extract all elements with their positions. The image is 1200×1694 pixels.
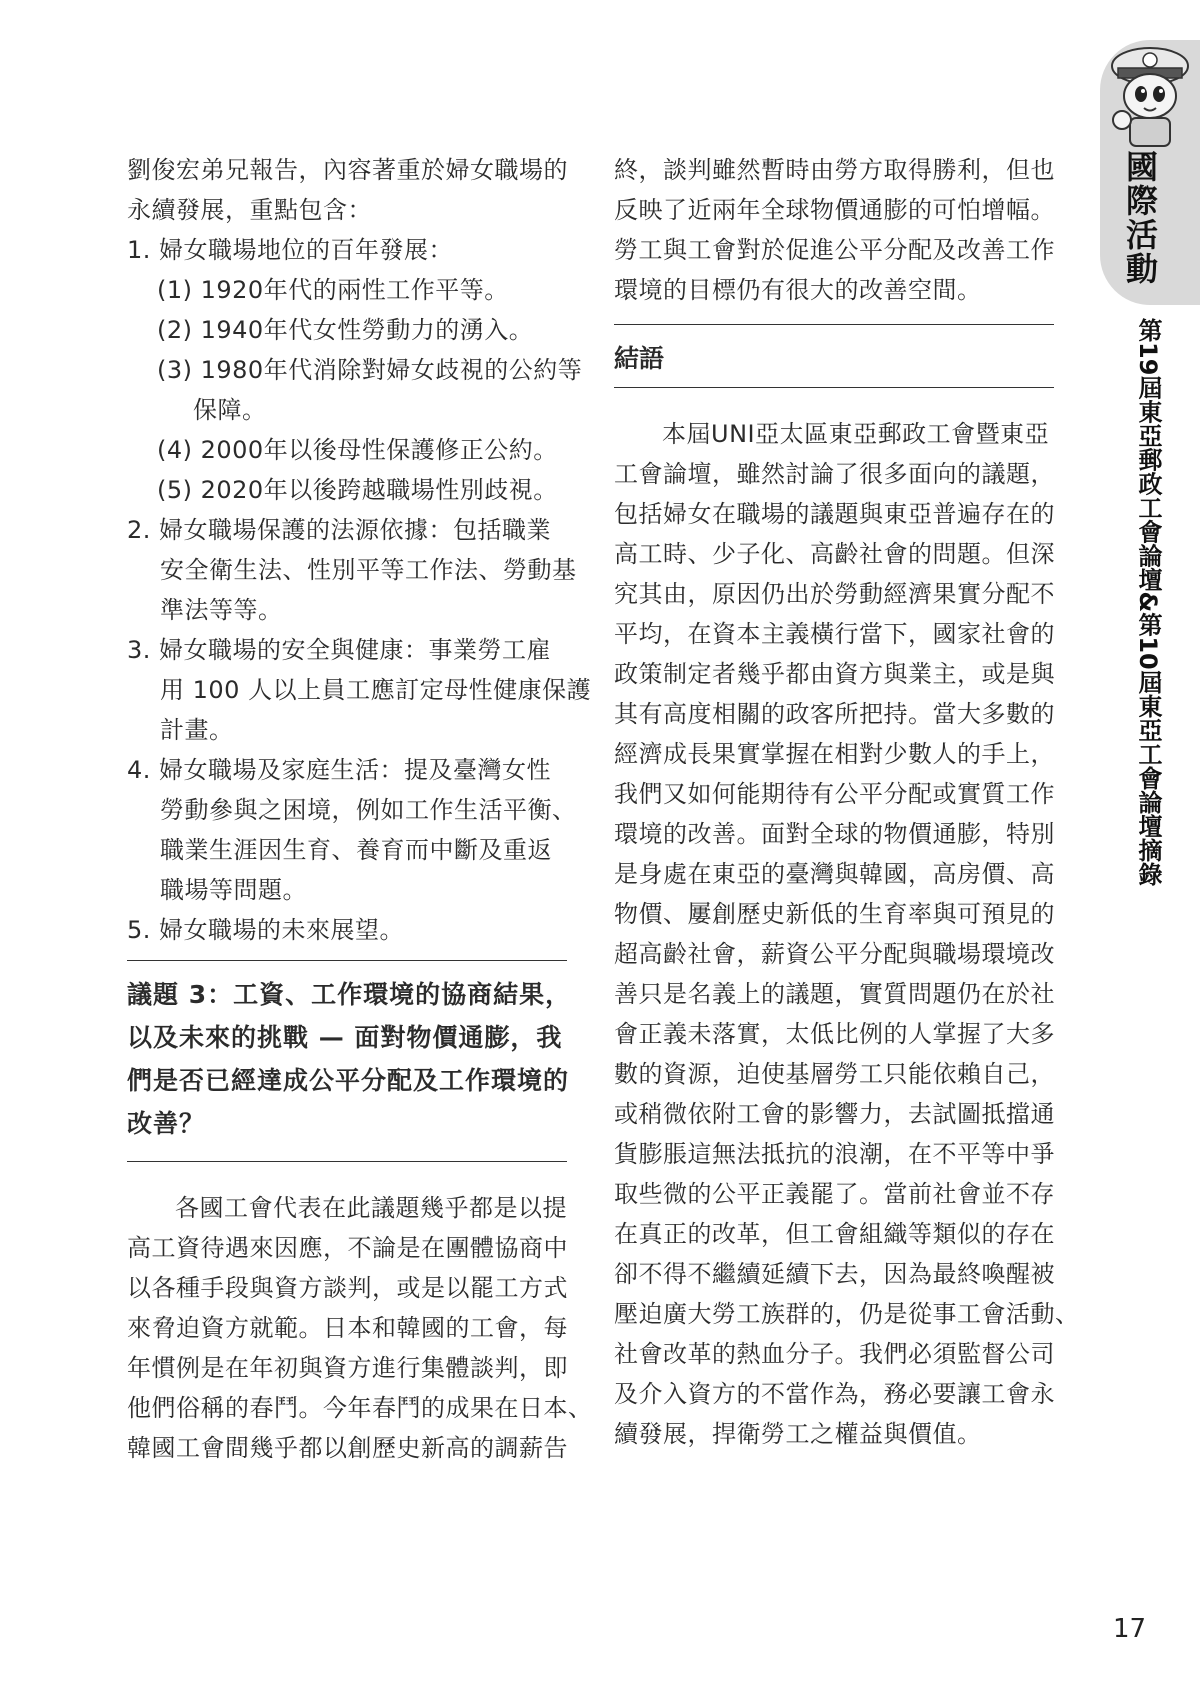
paragraph-line: 終，談判雖然暫時由勞方取得勝利，但也 bbox=[614, 156, 1055, 184]
paragraph-line: 數的資源，迫使基層勞工只能依賴自己， bbox=[614, 1060, 1055, 1088]
section-title: 國際活動 bbox=[1121, 150, 1159, 286]
divider bbox=[127, 1161, 567, 1162]
paragraph-line: 究其由，原因仍出於勞動經濟果實分配不 bbox=[614, 580, 1055, 608]
page-number: 17 bbox=[1113, 1614, 1147, 1644]
paragraph-line: 反映了近兩年全球物價通膨的可怕增幅。 bbox=[614, 196, 1055, 224]
paragraph-line: 續發展，捍衛勞工之權益與價值。 bbox=[614, 1420, 982, 1448]
paragraph-line: 韓國工會間幾乎都以創歷史新高的調薪告 bbox=[127, 1434, 568, 1462]
section-heading: 以及未來的挑戰 — 面對物價通膨，我 bbox=[127, 1023, 563, 1052]
section-heading: 們是否已經達成公平分配及工作環境的 bbox=[127, 1066, 570, 1095]
list-item: 1. 婦女職場地位的百年發展： bbox=[127, 236, 454, 264]
list-item: 4. 婦女職場及家庭生活：提及臺灣女性 bbox=[127, 756, 552, 784]
list-item-cont: 職場等問題。 bbox=[160, 876, 307, 904]
paragraph-line: 物價、屢創歷史新低的生育率與可預見的 bbox=[614, 900, 1055, 928]
paragraph-line: 取些微的公平正義罷了。當前社會並不存 bbox=[614, 1180, 1055, 1208]
text-line: 永續發展，重點包含： bbox=[127, 196, 372, 224]
sub-list-item: (5) 2020年以後跨越職場性別歧視。 bbox=[157, 476, 558, 504]
left-column bbox=[127, 150, 593, 1468]
paragraph-line: 社會改革的熱血分子。我們必須監督公司 bbox=[614, 1340, 1055, 1368]
paragraph-line: 高工時、少子化、高齡社會的問題。但深 bbox=[614, 540, 1055, 568]
divider bbox=[127, 960, 567, 961]
list-item-cont: 勞動參與之困境，例如工作生活平衡、 bbox=[160, 796, 577, 824]
sub-list-item: (4) 2000年以後母性保護修正公約。 bbox=[157, 436, 558, 464]
divider bbox=[614, 387, 1054, 388]
paragraph-line: 環境的目標仍有很大的改善空間。 bbox=[614, 276, 982, 304]
mascot-illustration bbox=[1100, 38, 1192, 150]
section-heading: 改善？ bbox=[127, 1109, 206, 1138]
sub-list-item: (2) 1940年代女性勞動力的湧入。 bbox=[157, 316, 534, 344]
list-item-cont: 用 100 人以上員工應訂定母性健康保護 bbox=[160, 676, 592, 704]
paragraph-line: 工會論壇，雖然討論了很多面向的議題， bbox=[614, 460, 1055, 488]
paragraph-line: 貨膨脹這無法抵抗的浪潮，在不平等中爭 bbox=[614, 1140, 1055, 1168]
sub-list-item: (3) 1980年代消除對婦女歧視的公約等 bbox=[157, 356, 583, 384]
divider bbox=[614, 324, 1054, 325]
paragraph-line: 他們俗稱的春鬥。今年春鬥的成果在日本、 bbox=[127, 1394, 593, 1422]
paragraph-line: 經濟成長果實掌握在相對少數人的手上， bbox=[614, 740, 1055, 768]
paragraph-line: 年慣例是在年初與資方進行集體談判，即 bbox=[127, 1354, 568, 1382]
paragraph-line: 高工資待遇來因應，不論是在團體協商中 bbox=[127, 1234, 568, 1262]
paragraph-line: 各國工會代表在此議題幾乎都是以提 bbox=[175, 1194, 567, 1222]
paragraph-line: 其有高度相關的政客所把持。當大多數的 bbox=[614, 700, 1055, 728]
paragraph-line: 本屆UNI亞太區東亞郵政工會暨東亞 bbox=[662, 420, 1050, 448]
list-item: 5. 婦女職場的未來展望。 bbox=[127, 916, 405, 944]
right-column bbox=[614, 150, 1080, 1454]
paragraph-line: 勞工與工會對於促進公平分配及改善工作 bbox=[614, 236, 1055, 264]
paragraph-line: 來脅迫資方就範。日本和韓國的工會，每 bbox=[127, 1314, 568, 1342]
list-item-cont: 職業生涯因生育、養育而中斷及重返 bbox=[160, 836, 552, 864]
paragraph-line: 及介入資方的不當作為，務必要讓工會永 bbox=[614, 1380, 1055, 1408]
paragraph-line: 是身處在東亞的臺灣與韓國，高房價、高 bbox=[614, 860, 1055, 888]
paragraph-line: 善只是名義上的議題，實質問題仍在於社 bbox=[614, 980, 1055, 1008]
paragraph-line: 在真正的改革，但工會組織等類似的存在 bbox=[614, 1220, 1055, 1248]
list-item-cont: 安全衛生法、性別平等工作法、勞動基 bbox=[160, 556, 577, 584]
paragraph-line: 以各種手段與資方談判，或是以罷工方式 bbox=[127, 1274, 568, 1302]
paragraph-line: 包括婦女在職場的議題與東亞普遍存在的 bbox=[614, 500, 1055, 528]
list-item-cont: 計畫。 bbox=[160, 716, 234, 744]
paragraph-line: 會正義未落實，太低比例的人掌握了大多 bbox=[614, 1020, 1055, 1048]
sub-list-item: (1) 1920年代的兩性工作平等。 bbox=[157, 276, 509, 304]
paragraph-line: 或稍微依附工會的影響力，去試圖抵擋通 bbox=[614, 1100, 1055, 1128]
paragraph-line: 壓迫廣大勞工族群的，仍是從事工會活動、 bbox=[614, 1300, 1080, 1328]
section-heading: 議題 3：工資、工作環境的協商結果， bbox=[127, 980, 572, 1009]
paragraph-line: 超高齡社會，薪資公平分配與職場環境改 bbox=[614, 940, 1055, 968]
running-header: 第19屆東亞郵政工會論壇&第10屆東亞工會論壇摘錄 bbox=[1134, 318, 1162, 886]
paragraph-line: 平均，在資本主義橫行當下，國家社會的 bbox=[614, 620, 1055, 648]
paragraph-line: 我們又如何能期待有公平分配或實質工作 bbox=[614, 780, 1055, 808]
paragraph-line: 政策制定者幾乎都由資方與業主，或是與 bbox=[614, 660, 1055, 688]
list-item: 3. 婦女職場的安全與健康：事業勞工雇 bbox=[127, 636, 552, 664]
text-line: 劉俊宏弟兄報告，內容著重於婦女職場的 bbox=[127, 156, 568, 184]
list-item: 2. 婦女職場保護的法源依據：包括職業 bbox=[127, 516, 552, 544]
paragraph-line: 卻不得不繼續延續下去，因為最終喚醒被 bbox=[614, 1260, 1055, 1288]
paragraph-line: 環境的改善。面對全球的物價通膨，特別 bbox=[614, 820, 1055, 848]
list-item-cont: 準法等等。 bbox=[160, 596, 283, 624]
sub-list-item-cont: 保障。 bbox=[193, 396, 267, 424]
conclusion-heading: 結語 bbox=[614, 344, 665, 373]
